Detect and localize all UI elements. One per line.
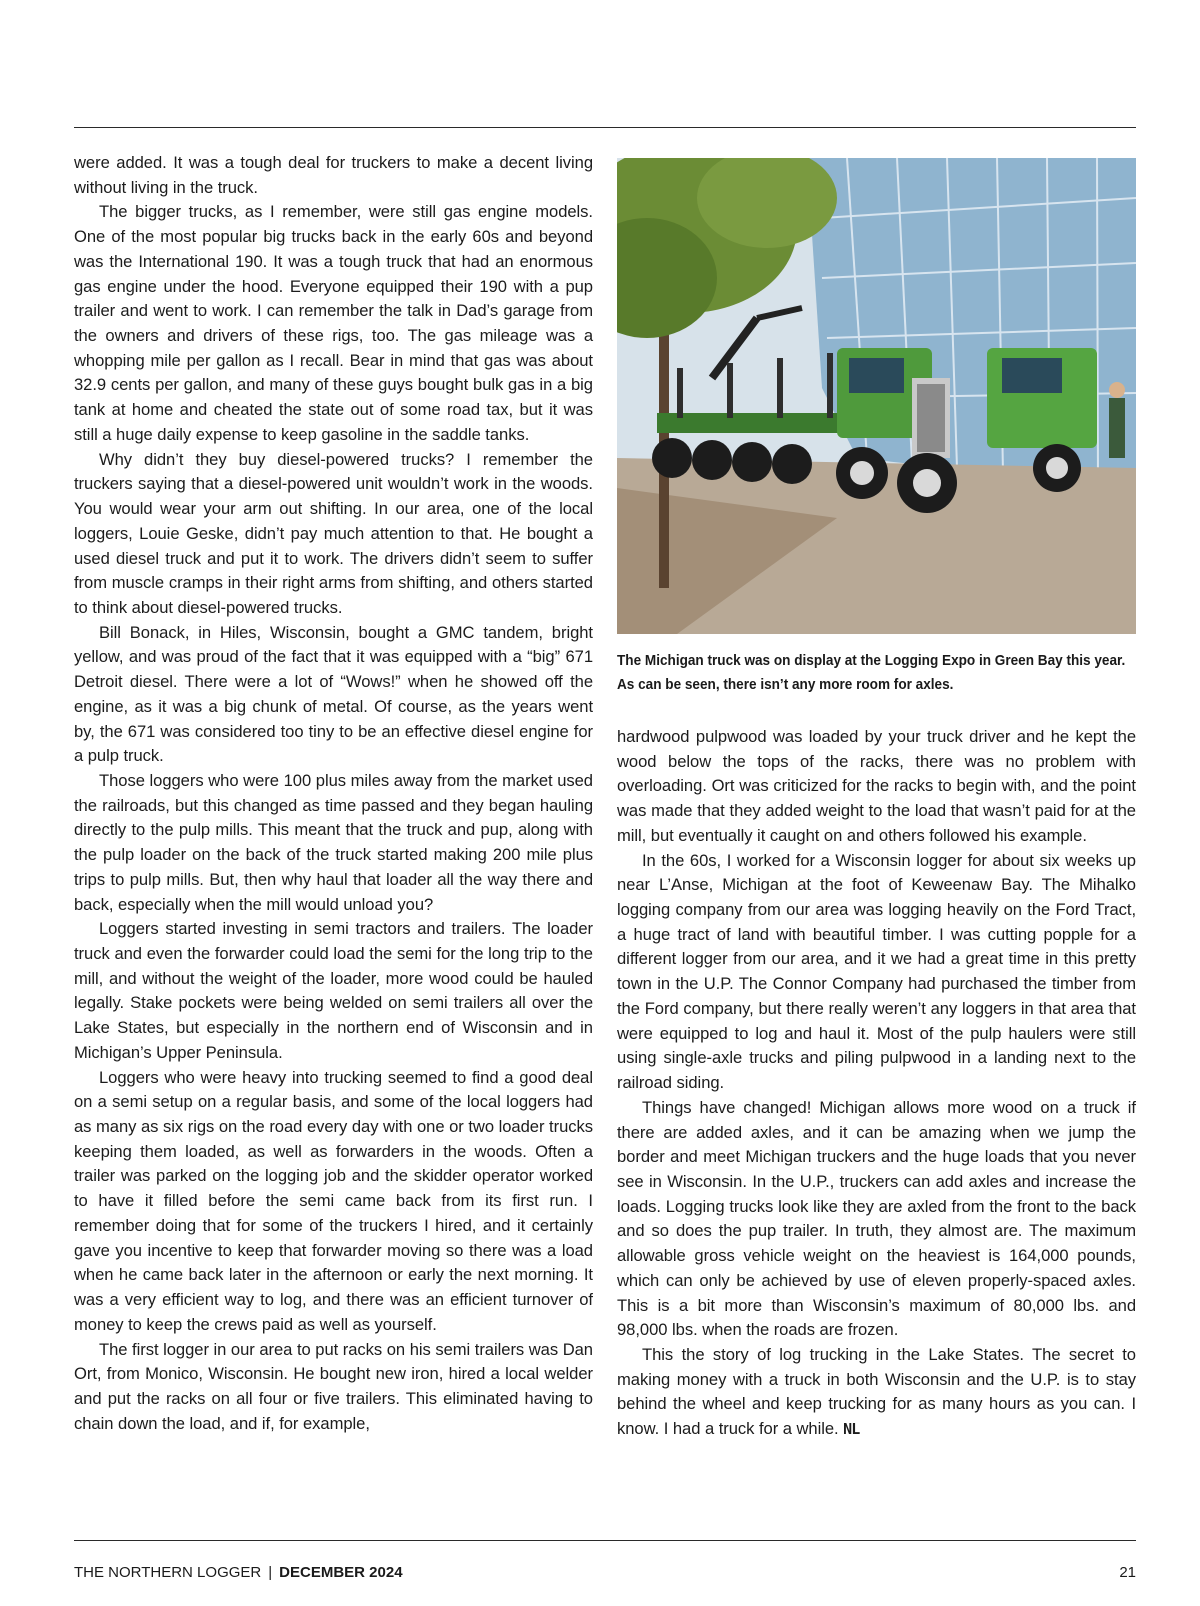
article-paragraph: The bigger trucks, as I remember, were still gas engine models. One of the most popular big trucks back in the early 60s and beyond was the International 190. It was a tough truck that had an enormous gas engine under the hood. Everyone equipped their 190 with a pup trailer and went to work. I can remember the talk in Dad’s garage from the owners and drivers of these rigs, too. The gas mileage was a whopping mile per gallon as I recall. Bear in mind that gas was about 32.9 cents per gallon, and many of these guys bought bulk gas in a big tank at home and cheated the state out of some road tax, but it was still a huge daily expense to keep gasoline in the saddle tanks. (74, 202, 593, 444)
article-paragraph: Loggers who were heavy into trucking seemed to find a good deal on a semi setup on a regular basis, and some of the local loggers had as many as six rigs on the road every day with one or two loader trucks keeping them loaded, as well as forwarders in the woods. Often a trailer was parked on the logging job and the skidder operator worked to have it filled before the semi came back from its first run. I remember doing that for some of the truckers I hired, and it certainly gave you incentive to keep that forwarder moving so there was a load when he came back later in the afternoon or early the next morning. It was a very efficient way to log, and there was an efficient turnover of money to keep the crews paid as well as yourself. (74, 1067, 593, 1334)
article-column-left (74, 151, 593, 1436)
article-paragraph: were added. It was a tough deal for truckers to make a decent living without living in the truck. (74, 153, 593, 197)
photo-caption: The Michigan truck was on display at the Logging Expo in Green Bay this year. As can be seen, there isn’t any more room for axles. (617, 653, 1126, 693)
publication-name: THE NORTHERN LOGGER (74, 1564, 262, 1581)
article-paragraph: Loggers started investing in semi tractors and trailers. The loader truck and even the forwarder could load the semi for the long trip to the mill, and without the weight of the loader, more wood could be hauled legally. Stake pockets were being welded on semi trailers all over the Lake States, but especially in the northern end of Wisconsin and in Michigan’s Upper Peninsula. (74, 919, 593, 1062)
page-number: 21 (1119, 1564, 1136, 1581)
closing-sentence: This the story of log trucking in the Lake States. The secret to making money with a truck in both Wisconsin and the U.P. is to stay behind the wheel and keep trucking for as many hours as you can. I know. I had a truck for a while. (617, 1344, 1136, 1439)
issue-date: DECEMBER 2024 (279, 1564, 403, 1581)
article-paragraph: In the 60s, I worked for a Wisconsin logger for about six weeks up near L’Anse, Michigan at the foot of Keweenaw Bay. The Mihalko logging company from our area was logging heavily on the Ford Tract, a huge tract of land with beautiful timber. I was cutting popple for a different logger from our area, and it we had a great time in this pretty town in the U.P. The Connor Company had purchased the timber from the Ford company, but there really weren’t any loggers in that area that were equipped to log and haul it. Most of the pulp haulers were still using single-axle trucks and piling pulpwood in a landing next to the railroad siding. (617, 850, 1136, 1093)
footer-rule (74, 1540, 1136, 1541)
article-paragraph: Why didn’t they buy diesel-powered trucks? I remember the truckers saying that a diesel-powered unit wouldn’t work in the woods. You would wear your arm out shifting. In our area, one of the local loggers, Louie Geske, didn’t pay much attention to that. He bought a used diesel truck and put it to work. The drivers didn’t seem to suffer from muscle cramps in their right arms from shifting, and others started to think about diesel-powered trucks. (74, 449, 593, 617)
article-paragraph: Bill Bonack, in Hiles, Wisconsin, bought a GMC tandem, bright yellow, and was proud of the fact that it was equipped with a “big” 671 Detroit diesel. There were a lot of “Wows!” when he showed off the engine, as it was a big chunk of metal. Of course, as the years went by, the 671 was considered too tiny to be an effective diesel engine for a pulp truck. (74, 622, 593, 766)
article-paragraph: hardwood pulpwood was loaded by your truck driver and he kept the wood below the tops of the racks, there was no problem with overloading. Ort was criticized for the racks to begin with, and the point was made that they added weight to the load that wasn’t paid for at the mill, but eventually it caught on and others followed his example. (617, 727, 1136, 845)
end-mark: NL (843, 1420, 860, 1439)
article-paragraph: Things have changed! Michigan allows more wood on a truck if there are added axles, and it can be amazing when we jump the border and meet Michigan truckers and the huge loads that you never see in Wisconsin. In the U.P., truckers can add axles and increase the loads. Logging trucks look like they are axled from the front to the back and so does the pup trailer. In truth, they almost are. The maximum allowable gross vehicle weight on the heaviest is 164,000 pounds, which can only be achieved by use of eleven properly-spaced axles. This is a bit more than Wisconsin’s maximum of 80,000 lbs. and 98,000 lbs. when the roads are frozen. (617, 1097, 1136, 1340)
article-column-right (617, 725, 1136, 1442)
truck-photo (617, 158, 1136, 634)
header-rule (74, 127, 1136, 128)
footer-publication (74, 1564, 403, 1581)
article-paragraph (617, 1343, 1136, 1442)
footer-separator: | (268, 1564, 273, 1581)
article-paragraph: Those loggers who were 100 plus miles away from the market used the railroads, but this changed as time passed and they began hauling directly to the pulp mills. This meant that the truck and pup, along with the pulp loader on the back of the truck started making 200 mile plus trips to pulp mills. But, then why haul that loader all the way there and back, especially when the mill would unload you? (74, 770, 593, 914)
article-paragraph: The first logger in our area to put racks on his semi trailers was Dan Ort, from Monico, Wisconsin. He bought new iron, hired a local welder and put the racks on all four or five trailers. This eliminated having to chain down the load, and if, for example, (74, 1339, 593, 1433)
